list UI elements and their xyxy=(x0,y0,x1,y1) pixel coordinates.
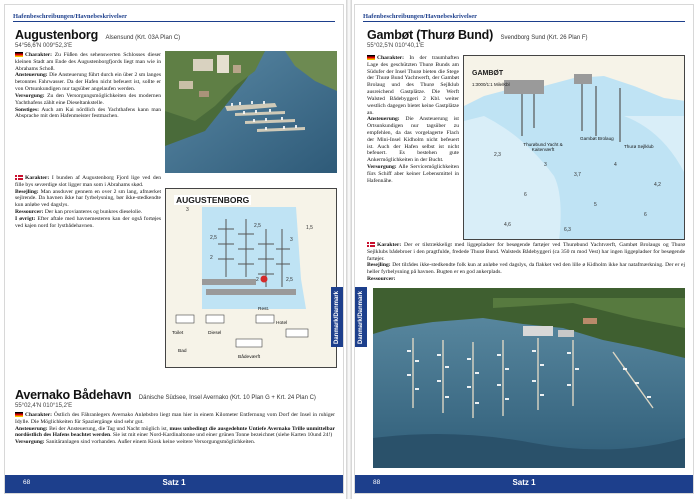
harbour-plan-augustenborg xyxy=(165,188,337,368)
svg-text:4,2: 4,2 xyxy=(654,182,661,188)
svg-text:5: 5 xyxy=(594,202,597,208)
entry-de-text: Charakter: Östlich des Fähranlegers Avernako Anløbsbro liegt man hier in einem Kilometer Entfernung vom Dorf der Insel in ruhiger Idylle. Die Möglichkeiten für Spaziergänge sind sehr gut. Ansteuerung: Bei der Ansteuerung, die Tag und Nacht möglich ist, muss unbedingt die ausgedehnte Untiefe Avernako Trille unmittelbar nordöstlich des Hafens beachtet werden. Sie ist mit einer Nord-Kardinaltonne und einer grünen Tonne bezeichnet (siehe Karten 10und 24!) Versorgung: Sanitäranlagen sind vorhanden. Außer einem Kiosk keine weitere Versorgungsmöglichkeiten. xyxy=(15,412,335,446)
page-footer xyxy=(5,475,343,493)
entry-title-gambot xyxy=(367,26,588,44)
danish-flag-icon xyxy=(15,175,23,180)
page-gutter xyxy=(346,0,352,499)
svg-text:2,3: 2,3 xyxy=(494,152,501,158)
entry-coords: 55°02,5'N 010°40,1'E xyxy=(367,43,425,49)
right-page xyxy=(354,4,694,494)
map-label-restaurant: Rest. xyxy=(258,307,270,312)
running-header: Hafenbeschreibungen/Havnebeskrivelser xyxy=(363,13,685,22)
entry-de-text: Charakter: In der traumhaften Lage des geschützten Thurø Bunds am Südufer der Insel Thurø bieten die Stege der Thurø Bund Yachtwerft, der Gambøt Brolaug und des Thurø Sejlklub ausreichend Gastplätze. Die Werft Walsted Bådebyggeri 2 Kbl. weiter westlich dagegen bietet keine Gastplätze an. Ansteuerung: Die Ansteuerung ist Ortsunkundigen nur tagsüber zu empfehlen, da das vorgelagerte Flach der Mini-Insel Kidholm nicht befeuert ist. Auch der Hafen selbst ist nicht befeuert. Es bestehen gute Ankermöglichkeiten in der Bucht. Versorgung: Alle Servicemöglichkeiten fürs Schiff aber keiner Lebensmittel in Hafennähe. xyxy=(367,55,459,184)
german-flag-icon xyxy=(15,52,23,57)
entry-name: Avernako Bådehavn xyxy=(15,388,132,402)
svg-text:2: 2 xyxy=(256,277,259,283)
entry-dk-text: Karakter: I bunden af Augustenborg Fjord lige ved den fille bys seværdige slot ligger man som i Abrahams skød. Besejling: Man ansduver gennem en over 2 sm lang, afmærket sejlrende. Da havnen ikke har fyrbelysning, bør ikke-stedkendte kun anløbe ved dagslys. Ressourcer: Der kan provianteres og bunkres dieselolie. I øvrigt: Efter aftale med havnemesteren kan der også fortøjes ved kajen nord for lystbådehavnen. xyxy=(15,175,161,229)
map-label-sejlklub: Thurø Sejlklub xyxy=(624,144,654,149)
page-number: 88 xyxy=(373,479,381,486)
entry-subtitle: Alsensund (Krt. 03A Plan C) xyxy=(105,35,181,41)
map-label-hotel: Hotel xyxy=(276,321,288,326)
entry-name: Augustenborg xyxy=(15,28,99,42)
page-number: 68 xyxy=(23,479,31,486)
entry-coords: 55°02,4'N 010°15,2'E xyxy=(15,403,73,409)
svg-text:4: 4 xyxy=(614,162,617,168)
svg-text:3: 3 xyxy=(290,237,293,243)
entry-subtitle: Dänische Südsee, Insel Avernako (Krt. 10 Plan G + Krt. 24 Plan C) xyxy=(138,395,316,401)
svg-text:2,5: 2,5 xyxy=(286,277,293,283)
left-page xyxy=(4,4,344,494)
entry-de-text: Charakter: Zu Füßen des sehenswerten Schlosses dieser kleinen Stadt am Ende des Augustenborgfjords liegt man wie in Abrahams Schoß. Ansteuerung: Die Ansteuerung führt durch ein über 2 sm langes betonntes Fahrwasser. Da der Hafen nicht befeuert ist, sollte er von Ortsunkundigen nur tagsüber angelaufen werden. Versorgung: Zu den Versorgungsmöglichkeiten des modernen Yachthafens zählt eine Dieseltankstelle. Sonstiges: Auch am Kai nördlich des Yachthafens kann man Absprache mit dem Hafenmeister festmachen. xyxy=(15,52,161,120)
entry-dk-text: Karakter: Der er tilstrækkeligt med liggepladser for besøgende fartøjer ved Thurøbund Yachtværft, Gambøt Brolaugs og Thurø Sejlklubs bådebroer i den pragtfulde, fredede Thurø Bund. Walsteds Bådebyggeri (ca 350 m mod Vest) har ingen liggepladser for besøgende fartøjer. Besejling: Det tilrådes ikke-stedkendte folk kun at anløbe ved dagslys, da flakket ved den lille ø Kidholm ikke har natafmærkning. Der er ej heller fyrbelysning på havnen. Bugten er en god ankerplads. Ressourcer: xyxy=(367,242,685,283)
svg-text:3: 3 xyxy=(186,207,189,213)
svg-text:2: 2 xyxy=(210,255,213,261)
map-title: AUGUSTENBORG xyxy=(176,195,250,205)
footer-title: Satz 1 xyxy=(162,478,186,487)
map-label-werft: Bådeværft xyxy=(238,355,261,360)
entry-title-avernako xyxy=(15,386,316,404)
svg-text:6: 6 xyxy=(644,212,647,218)
danish-flag-icon xyxy=(367,242,375,247)
entry-coords: 54°56,6'N 009°52,3'E xyxy=(15,43,73,49)
map-label-brolaug: Gambøt Brolaug xyxy=(580,136,614,141)
harbour-plan-gambot xyxy=(463,55,685,240)
map-label-bad: Bad xyxy=(178,349,187,354)
svg-text:1,5: 1,5 xyxy=(306,225,313,231)
svg-text:2,5: 2,5 xyxy=(210,235,217,241)
aerial-photo-gambot xyxy=(373,288,685,468)
map-label-diesel: Diesel xyxy=(208,331,222,336)
running-header: Hafenbeschreibungen/Havnebeskrivelser xyxy=(13,13,335,22)
footer-title: Satz 1 xyxy=(512,478,536,487)
map-label-yard: Thurøbund Yacht & Kaiterværft xyxy=(523,142,563,152)
svg-text:2,5: 2,5 xyxy=(254,223,261,229)
section-tab: Danmark/Danmark xyxy=(331,287,343,347)
entry-name: Gambøt (Thurø Bund) xyxy=(367,28,494,42)
entry-subtitle: Svendborg Sund (Krt. 26 Plan F) xyxy=(500,35,588,41)
svg-text:3,7: 3,7 xyxy=(574,172,581,178)
svg-text:3: 3 xyxy=(544,162,547,168)
entry-title-augustenborg xyxy=(15,26,180,44)
map-scale: 1:3000/1:1 Mile/Kbl xyxy=(472,82,510,87)
svg-text:6: 6 xyxy=(524,192,527,198)
page-footer xyxy=(355,475,693,493)
svg-text:6,3: 6,3 xyxy=(564,227,571,233)
map-title: GAMBØT xyxy=(472,70,504,77)
german-flag-icon xyxy=(367,55,375,60)
section-tab: Danmark/Danmark xyxy=(355,287,367,347)
map-label-toilet: Toilet xyxy=(172,331,184,336)
svg-text:4,6: 4,6 xyxy=(504,222,511,228)
aerial-photo-augustenborg xyxy=(165,51,337,173)
german-flag-icon xyxy=(15,412,23,417)
